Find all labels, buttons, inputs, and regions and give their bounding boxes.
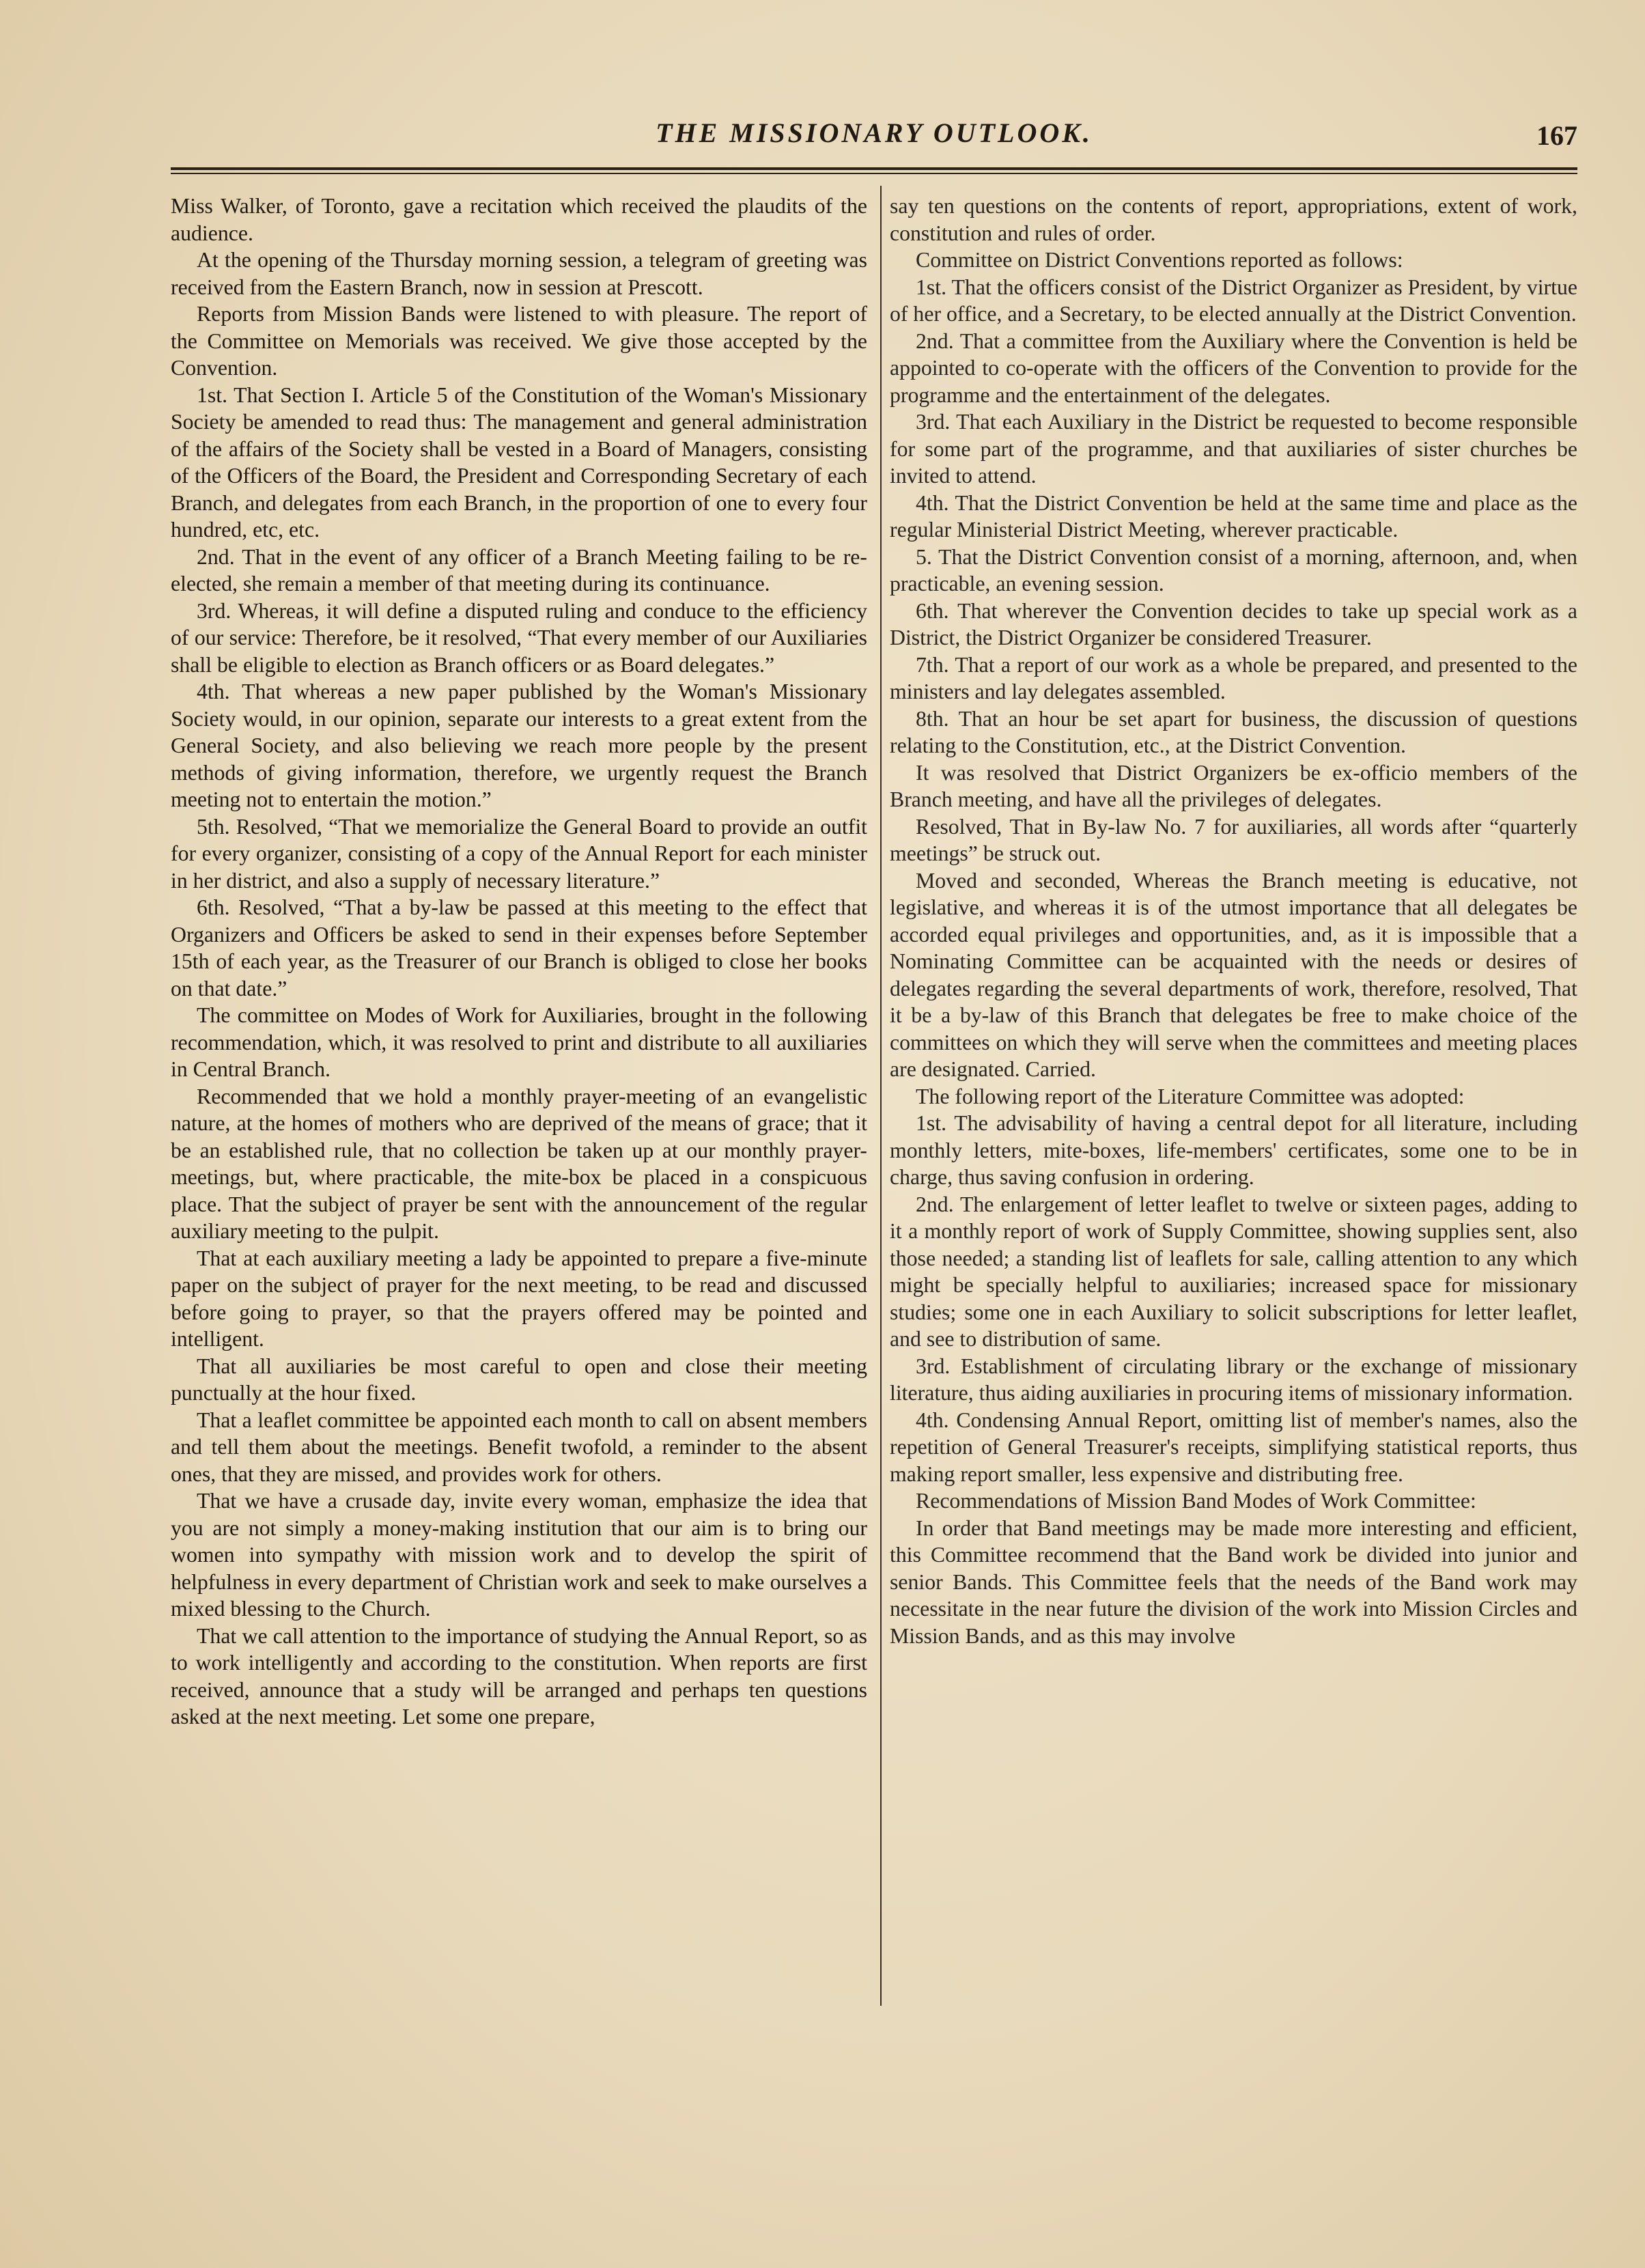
paragraph: The committee on Modes of Work for Auxiliaries, brought in the following recommendation, which, it was resolved to print and distribute to all auxiliaries in Central Branch. <box>171 1003 867 1081</box>
paragraph: 6th. That wherever the Convention decides to take up special work as a District, the District Organizer be considered Treasurer. <box>890 598 1577 649</box>
paragraph: 5th. Resolved, “That we memorialize the General Board to provide an outfit for every organizer, consisting of a copy of the Annual Report for each minister in her district, and also a supply of necessary literature.” <box>171 814 867 893</box>
paragraph: 3rd. That each Auxiliary in the District be requested to become responsible for some part of the programme, and that auxiliaries of sister churches be invited to attend. <box>890 410 1577 488</box>
paragraph: 2nd. The enlargement of letter leaflet to twelve or sixteen pages, adding to it a monthly report of work of Supply Committee, showing supplies sent, also those needed; a standing list of leaflets for sale, calling attention to any which might be specially helpful to auxiliaries; increased space for missionary studies; some one in each Auxiliary to solicit subscriptions for letter leaflet, and see to distribution of same. <box>890 1192 1577 1351</box>
paragraph: 1st. That the officers consist of the District Organizer as President, by virtue of her office, and a Secretary, to be elected annually at the District Convention. <box>890 275 1577 326</box>
paragraph: 3rd. Establishment of circulating library or the exchange of missionary literature, thus aiding auxiliaries in procuring items of missionary information. <box>890 1354 1577 1405</box>
column-divider <box>880 186 882 2006</box>
paragraph: 1st. That Section I. Article 5 of the Constitution of the Woman's Missionary Society be amended to read thus: The management and general administration of the affairs of the Society shall be vested in a Board of Managers, consisting of the Officers of the Board, the President and Corresponding Secretary of each Branch, and delegates from each Branch, in the proportion of one to every four hundred, etc, etc. <box>171 382 867 542</box>
paragraph: That a leaflet committee be appointed each month to call on absent members and tell them about the meetings. Benefit twofold, a reminder to the absent ones, that they are missed, and provides work for others. <box>171 1408 867 1486</box>
left-column <box>171 193 867 1731</box>
paragraph: That all auxiliaries be most careful to open and close their meeting punctually at the hour fixed. <box>171 1354 867 1405</box>
paragraph: At the opening of the Thursday morning session, a telegram of greeting was received from the Eastern Branch, now in session at Prescott. <box>171 248 867 299</box>
paragraph: Committee on District Conventions reported as follows: <box>916 248 1403 272</box>
paragraph: That we call attention to the importance of studying the Annual Report, so as to work intelligently and according to the constitution. When reports are first received, announce that a study will be arranged and perhaps ten questions asked at the next meeting. Let some one prepare, <box>171 1623 867 1728</box>
paragraph: 4th. That the District Convention be held at the same time and place as the regular Ministerial District Meeting, wherever practicable. <box>890 490 1577 542</box>
right-column <box>890 193 1577 1649</box>
paragraph: 4th. Condensing Annual Report, omitting list of member's names, also the repetition of General Treasurer's receipts, simplifying statistical reports, thus making report smaller, less expensive and distributing free. <box>890 1408 1577 1486</box>
paragraph: That at each auxiliary meeting a lady be appointed to prepare a five-minute paper on the subject of prayer for the next meeting, to be read and discussed before going to prayer, so that the prayers offered may be pointed and intelligent. <box>171 1246 867 1351</box>
paragraph: 7th. That a report of our work as a whole be prepared, and presented to the ministers and lay delegates assembled. <box>890 652 1577 703</box>
page-number: 167 <box>1536 120 1577 151</box>
paragraph: The following report of the Literature Committee was adopted: <box>916 1084 1465 1108</box>
header-rule <box>171 167 1577 170</box>
paragraph: say ten questions on the contents of report, appropriations, extent of work, constitution and rules of order. <box>890 194 1577 245</box>
paragraph: 8th. That an hour be set apart for business, the discussion of questions relating to the Constitution, etc., at the District Convention. <box>890 706 1577 757</box>
paragraph: 2nd. That in the event of any officer of a Branch Meeting failing to be re-elected, she remain a member of that meeting during its continuance. <box>171 544 867 596</box>
paragraph: 4th. That whereas a new paper published by the Woman's Missionary Society would, in our opinion, separate our interests to a great extent from the General Society, and also believing we reach more people by the present methods of giving information, therefore, we urgently request the Branch meeting not to entertain the motion.” <box>171 680 867 811</box>
paragraph: It was resolved that District Organizers be ex-officio members of the Branch meeting, and have all the privileges of delegates. <box>890 760 1577 811</box>
page-header <box>171 113 1577 160</box>
paragraph: Recommendations of Mission Band Modes of Work Committee: <box>916 1489 1476 1513</box>
paragraph: 5. That the District Convention consist of a morning, afternoon, and, when practicable, an evening session. <box>890 544 1577 596</box>
paragraph: Reports from Mission Bands were listened to with pleasure. The report of the Committee on Memorials was received. We give those accepted by the Convention. <box>171 302 867 380</box>
paragraph: In order that Band meetings may be made more interesting and efficient, this Committee recommend that the Band work be divided into junior and senior Bands. This Committee feels that the needs of the Band work may necessitate in the near future the division of the work into Mission Circles and Mission Bands, and as this may involve <box>890 1515 1577 1648</box>
paragraph: 1st. The advisability of having a central depot for all literature, including monthly letters, mite-boxes, life-members' certificates, some one to be in charge, thus saving confusion in ordering. <box>890 1111 1577 1189</box>
paragraph: 2nd. That a committee from the Auxiliary where the Convention is held be appointed to co-operate with the officers of the Convention to provide for the programme and the entertainment of the delegates. <box>890 328 1577 407</box>
header-rule-thin <box>171 173 1577 174</box>
running-title: THE MISSIONARY OUTLOOK. <box>656 117 1093 148</box>
paragraph: That we have a crusade day, invite every woman, emphasize the idea that you are not simply a money-making institution that our aim is to bring our women into sympathy with mission work and to develop the spirit of helpfulness in every department of Christian work and seek to make ourselves a mixed blessing to the Church. <box>171 1489 867 1621</box>
paragraph: Recommended that we hold a monthly prayer-meeting of an evangelistic nature, at the homes of mothers who are deprived of the means of grace; that it be an established rule, that no collection be taken up at our monthly prayer-meetings, but, where practicable, the mite-box be placed in a conspicuous place. That the subject of prayer be sent with the announcement of the regular auxiliary meeting to the pulpit. <box>171 1084 867 1243</box>
paragraph: Miss Walker, of Toronto, gave a recitation which received the plaudits of the audience. <box>171 194 867 245</box>
paragraph: 6th. Resolved, “That a by-law be passed at this meeting to the effect that Organizers and Officers be asked to send in their expenses before September 15th of each year, as the Treasurer of our Branch is obliged to close her books on that date.” <box>171 895 867 1000</box>
paragraph: 3rd. Whereas, it will define a disputed ruling and conduce to the efficiency of our service: Therefore, be it resolved, “That every member of our Auxiliaries shall be eligible to election as Branch officers or as Board delegates.” <box>171 598 867 677</box>
paragraph: Moved and seconded, Whereas the Branch meeting is educative, not legislative, and whereas it is of the utmost importance that all delegates be accorded equal privileges and opportunities, and, as it is impossible that a Nominating Committee can be acquainted with the needs or desires of delegates regarding the several departments of work, therefore, resolved, That it be a by-law of this Branch that delegates be free to make choice of the committees on which they will serve when the committees and meeting places are designated. Carried. <box>890 868 1577 1081</box>
paragraph: Resolved, That in By-law No. 7 for auxiliaries, all words after “quarterly meetings” be struck out. <box>890 814 1577 865</box>
